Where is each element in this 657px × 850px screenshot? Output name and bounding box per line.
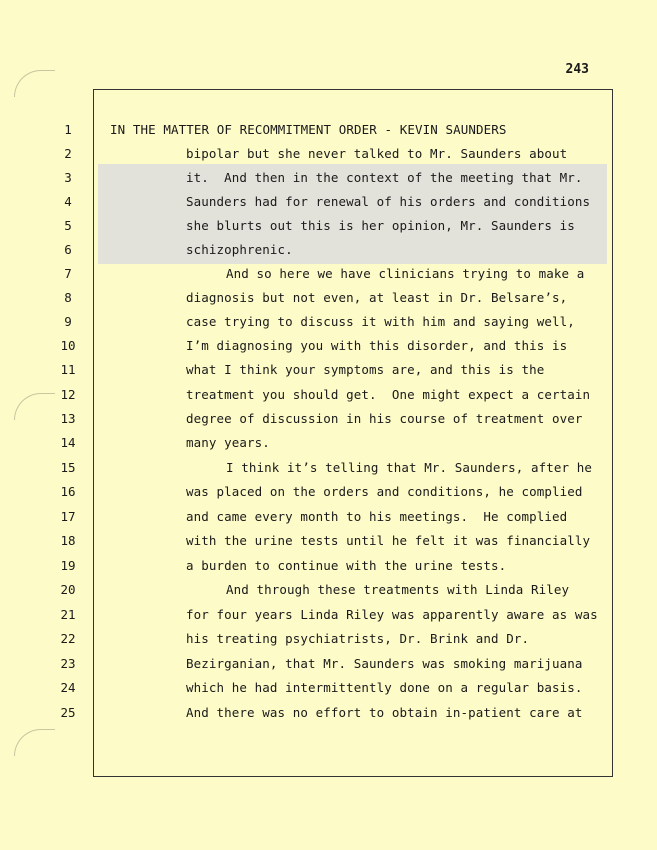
line-text: Bezirganian, that Mr. Saunders was smoking marijuana	[186, 656, 583, 671]
line-number: 16	[60, 484, 76, 499]
transcript-line	[0, 656, 657, 680]
line-text: And so here we have clinicians trying to make a	[226, 266, 585, 281]
line-number: 23	[60, 656, 76, 671]
line-number: 3	[64, 170, 72, 185]
transcript-line	[0, 362, 657, 386]
line-number: 19	[60, 558, 76, 573]
line-text: a burden to continue with the urine tests.	[186, 558, 507, 573]
line-number: 7	[64, 266, 72, 281]
transcript-line	[0, 680, 657, 704]
line-text: diagnosis but not even, at least in Dr. Belsare’s,	[186, 290, 568, 305]
punch-hole-bottom	[14, 729, 55, 756]
line-text: IN THE MATTER OF RECOMMITMENT ORDER - KEVIN SAUNDERS	[110, 122, 507, 137]
transcript-line	[0, 533, 657, 557]
line-number: 12	[60, 387, 76, 402]
transcript-line	[0, 582, 657, 606]
line-number: 21	[60, 607, 76, 622]
transcript-line	[0, 435, 657, 459]
line-number: 15	[60, 460, 76, 475]
transcript-line	[0, 607, 657, 631]
line-number: 5	[64, 218, 72, 233]
line-text: his treating psychiatrists, Dr. Brink and Dr.	[186, 631, 530, 646]
transcript-line	[0, 170, 657, 194]
line-text: And through these treatments with Linda Riley	[226, 582, 570, 597]
line-text: case trying to discuss it with him and saying well,	[186, 314, 575, 329]
line-text: I think it’s telling that Mr. Saunders, after he	[226, 460, 593, 475]
line-number: 11	[60, 362, 76, 377]
line-text: it. And then in the context of the meeting that Mr.	[186, 170, 583, 185]
line-text: what I think your symptoms are, and this is the	[186, 362, 545, 377]
line-number: 6	[64, 242, 72, 257]
line-text: she blurts out this is her opinion, Mr. Saunders is	[186, 218, 575, 233]
line-number: 24	[60, 680, 76, 695]
transcript-line	[0, 460, 657, 484]
transcript-line	[0, 631, 657, 655]
line-text: and came every month to his meetings. He complied	[186, 509, 568, 524]
line-number: 1	[64, 122, 72, 137]
line-number: 18	[60, 533, 76, 548]
line-text: bipolar but she never talked to Mr. Saunders about	[186, 146, 568, 161]
transcript-line	[0, 146, 657, 170]
line-text: Saunders had for renewal of his orders and conditions	[186, 194, 591, 209]
line-number: 4	[64, 194, 72, 209]
line-text: And there was no effort to obtain in-patient care at	[186, 705, 583, 720]
line-number: 8	[64, 290, 72, 305]
transcript-line	[0, 509, 657, 533]
line-text: treatment you should get. One might expect a certain	[186, 387, 591, 402]
transcript-line	[0, 194, 657, 218]
line-number: 20	[60, 582, 76, 597]
line-text: with the urine tests until he felt it was financially	[186, 533, 591, 548]
line-number: 13	[60, 411, 76, 426]
transcript-line	[0, 266, 657, 290]
punch-hole-top	[14, 70, 55, 97]
line-text: which he had intermittently done on a regular basis.	[186, 680, 583, 695]
line-number: 14	[60, 435, 76, 450]
transcript-line	[0, 387, 657, 411]
line-text: was placed on the orders and conditions, he complied	[186, 484, 583, 499]
transcript-line	[0, 290, 657, 314]
transcript-line	[0, 242, 657, 266]
transcript-line	[0, 705, 657, 729]
line-number: 25	[60, 705, 76, 720]
line-text: many years.	[186, 435, 270, 450]
line-text: I’m diagnosing you with this disorder, and this is	[186, 338, 568, 353]
transcript-line	[0, 218, 657, 242]
page-number: 243	[565, 62, 589, 77]
transcript-line	[0, 558, 657, 582]
line-number: 9	[64, 314, 72, 329]
line-number: 10	[60, 338, 76, 353]
line-number: 22	[60, 631, 76, 646]
line-number: 2	[64, 146, 72, 161]
line-number: 17	[60, 509, 76, 524]
line-text: for four years Linda Riley was apparently aware as was	[186, 607, 598, 622]
transcript-line	[0, 484, 657, 508]
transcript-line	[0, 314, 657, 338]
line-text: schizophrenic.	[186, 242, 293, 257]
line-text: degree of discussion in his course of treatment over	[186, 411, 583, 426]
transcript-line	[0, 122, 657, 146]
transcript-line	[0, 411, 657, 435]
transcript-line	[0, 338, 657, 362]
